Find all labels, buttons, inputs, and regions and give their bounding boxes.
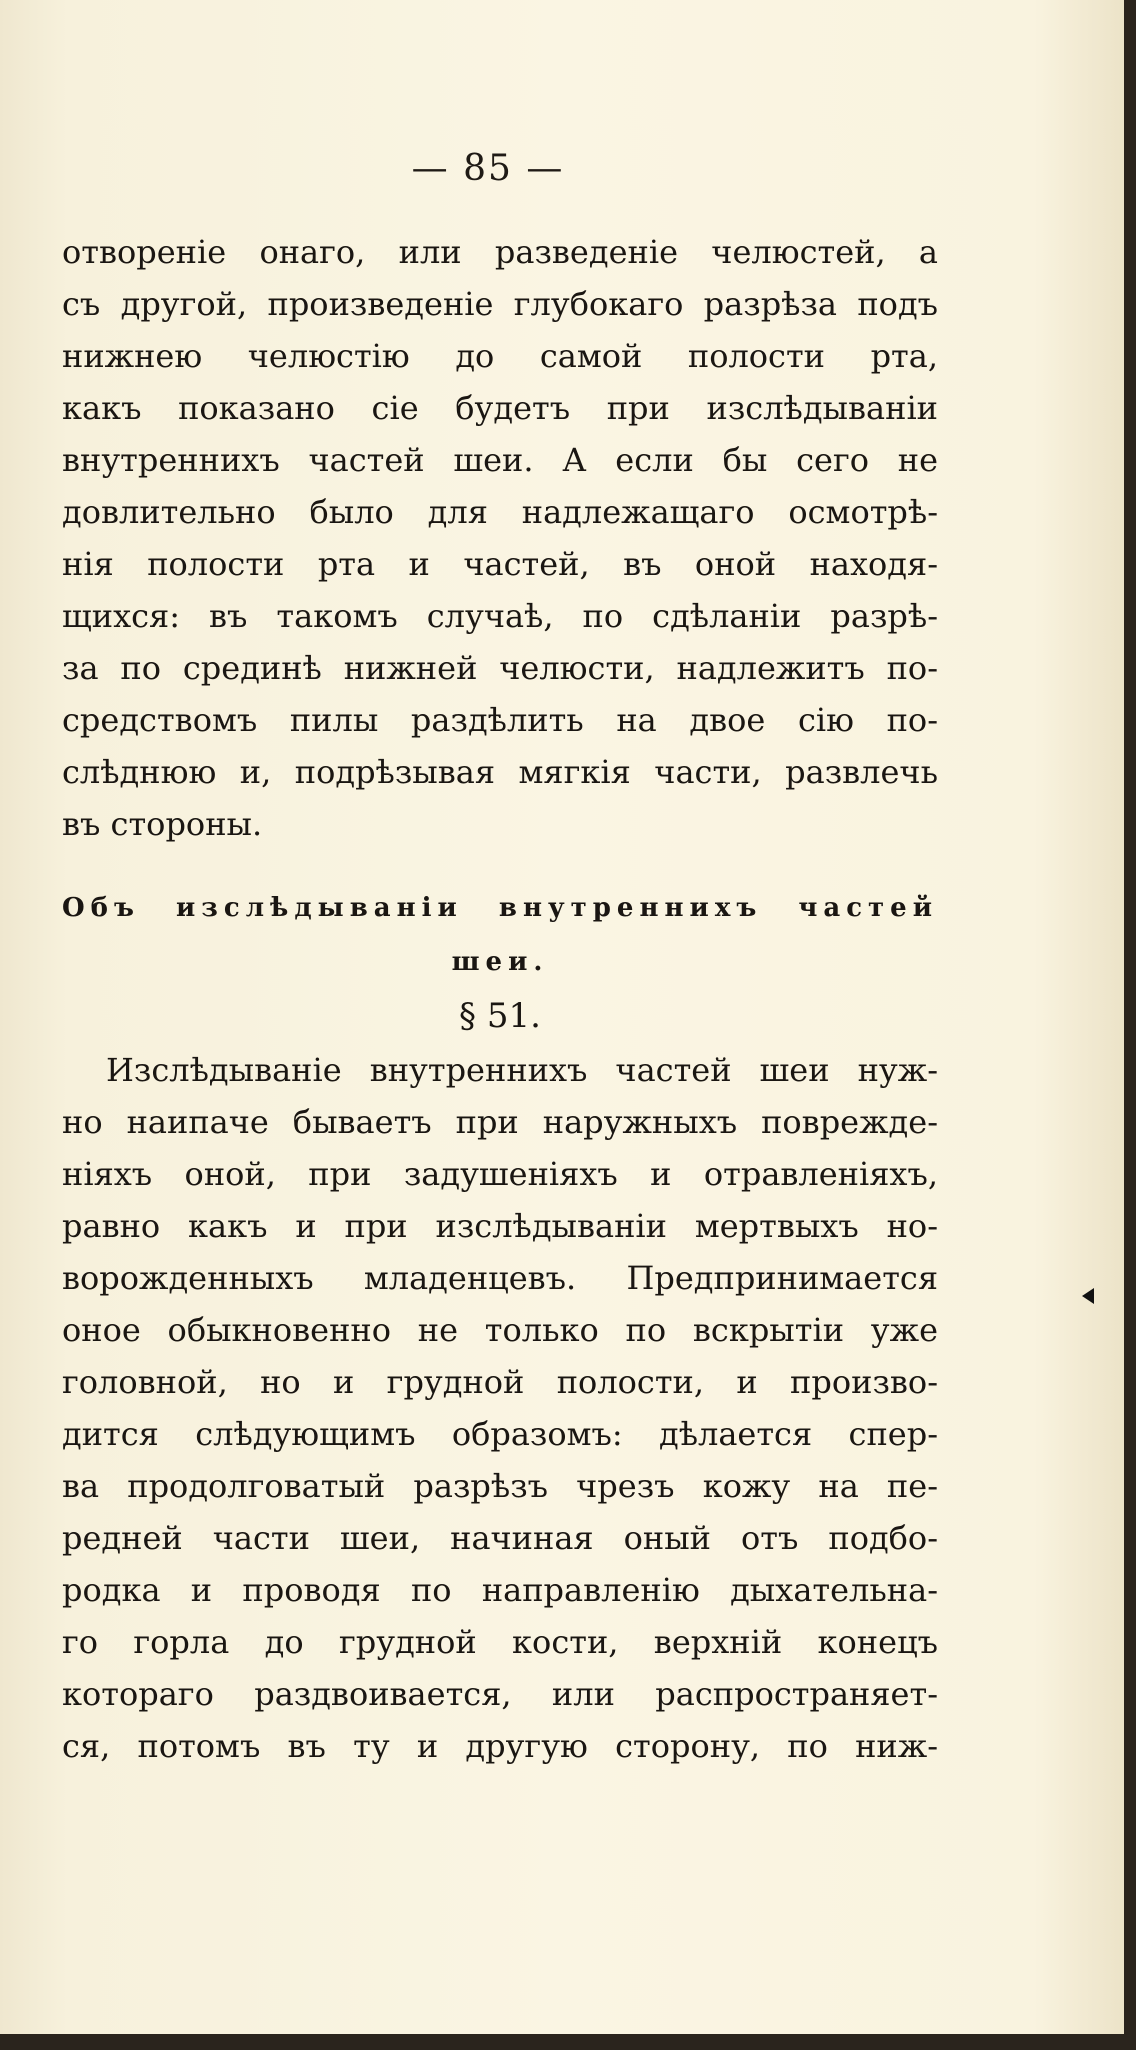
text-line: щихся: въ такомъ случаѣ, по сдѣланiи разрѣ- [62, 597, 938, 635]
text-line: головной, но и грудной полости, и произво- [62, 1363, 938, 1401]
text-line: нiя полости рта и частей, въ оной находя- [62, 545, 938, 583]
section-heading-continued: шеи. [451, 947, 549, 977]
text-line: съ другой, произведенiе глубокаго разрѣза подъ [62, 285, 938, 323]
text-line: средствомъ пилы раздѣлить на двое сiю по- [62, 701, 938, 739]
text-line: дится слѣдующимъ образомъ: дѣлается спер- [62, 1415, 938, 1453]
section-number: § 51. [459, 996, 541, 1036]
text-line: равно какъ и при изслѣдыванiи мертвыхъ но- [62, 1207, 938, 1245]
text-line: но наипаче бываетъ при наружныхъ поврежде- [62, 1103, 938, 1141]
text-line: за по срединѣ нижней челюсти, надлежитъ по- [62, 649, 938, 687]
text-line: редней части шеи, начиная оный отъ подбо- [62, 1519, 938, 1557]
text-line: внутреннихъ частей шеи. А если бы сего не [62, 441, 938, 479]
text-line: Изслѣдыванiе внутреннихъ частей шеи нуж- [106, 1051, 938, 1089]
page-number: — 85 — [411, 148, 565, 189]
margin-mark-icon [1082, 1288, 1094, 1304]
paragraph-2 [62, 1044, 938, 1772]
text-line: какъ показано сiе будетъ при изслѣдыванiи [62, 389, 938, 427]
text-line: довлительно было для надлежащаго осмотрѣ- [62, 493, 938, 531]
text-line: го горла до грудной кости, верхнiй конецъ [62, 1623, 938, 1661]
text-line: ва продолговатый разрѣзъ чрезъ кожу на пе- [62, 1467, 938, 1505]
text-line: отворенiе онаго, или разведенiе челюстей, а [62, 233, 938, 271]
text-line: ворожденныхъ младенцевъ. Предпринимается [62, 1259, 938, 1297]
section-heading: Объ изслѣдыванiи внутреннихъ частей [62, 893, 938, 923]
text-line: родка и проводя по направленiю дыхательна- [62, 1571, 938, 1609]
paragraph-1 [62, 226, 938, 850]
text-line: въ стороны. [62, 805, 263, 843]
text-line: котораго раздвоивается, или распространяет- [62, 1675, 938, 1713]
page-bottom-edge [0, 2034, 1136, 2050]
text-line: оное обыкновенно не только по вскрытiи уже [62, 1311, 938, 1349]
text-line: нижнею челюстiю до самой полости рта, [62, 337, 938, 375]
text-line: слѣднюю и, подрѣзывая мягкiя части, развлечь [62, 753, 938, 791]
text-line: нiяхъ оной, при задушенiяхъ и отравленiяхъ, [62, 1155, 938, 1193]
text-line: ся, потомъ въ ту и другую сторону, по ниж- [62, 1727, 938, 1765]
